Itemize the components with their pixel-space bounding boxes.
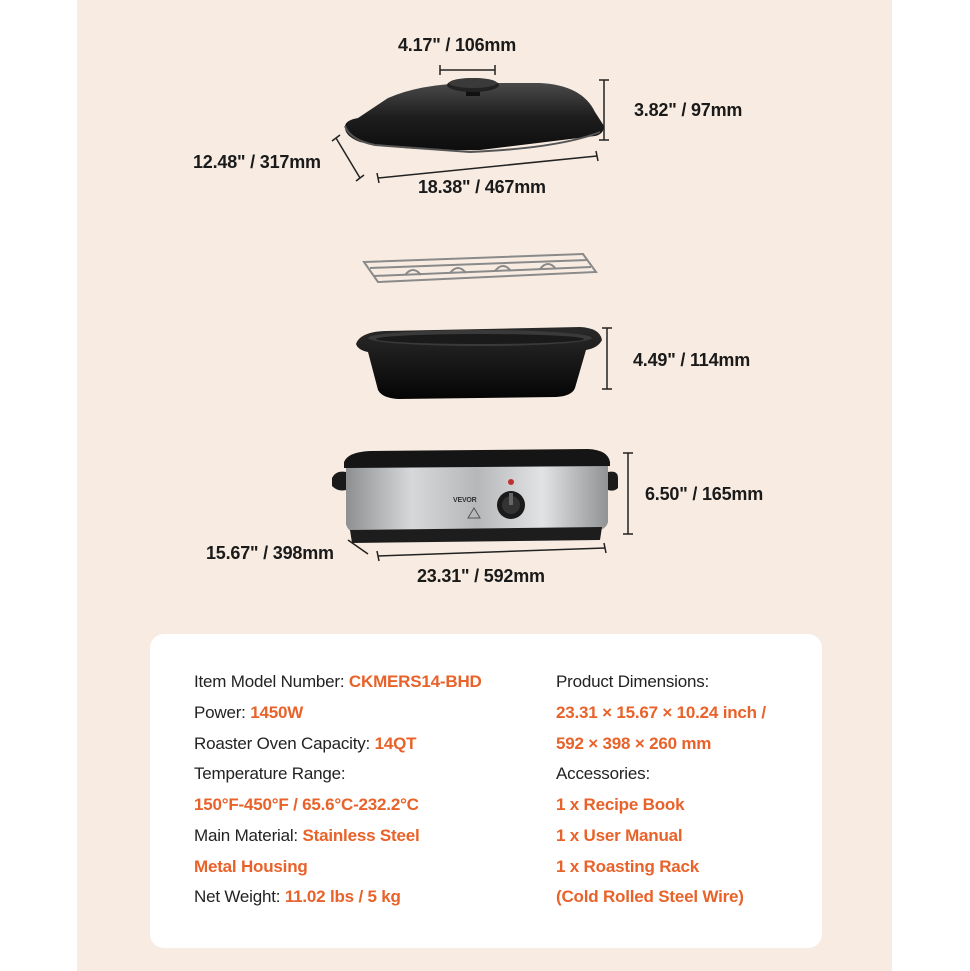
accessory-item: 1 x Recipe Book (556, 795, 685, 814)
lid-depth-label: 12.48" / 317mm (193, 152, 321, 172)
spec-power-value: 1450W (250, 703, 304, 722)
roasting-pan-illustration (356, 327, 602, 399)
spec-capacity-label: Roaster Oven Capacity: (194, 734, 375, 753)
spec-material (194, 826, 420, 846)
spec-dims-label: Product Dimensions: (556, 672, 710, 691)
accessory-item: (Cold Rolled Steel Wire) (556, 887, 744, 906)
spec-weight-value: 11.02 lbs / 5 kg (284, 887, 401, 906)
lid-illustration (345, 78, 604, 152)
spec-model (194, 672, 482, 692)
pan-height-label: 4.49" / 114mm (633, 350, 751, 370)
base-length-label: 23.31" / 592mm (417, 566, 545, 586)
spec-capacity-value: 14QT (374, 734, 417, 753)
spec-accessories-label: Accessories: (556, 764, 650, 783)
accessory-item: 1 x User Manual (556, 826, 683, 845)
lid-length-label: 18.38" / 467mm (418, 177, 546, 197)
spec-model-label: Item Model Number: (194, 672, 349, 691)
spec-dims-value-1: 23.31 × 15.67 × 10.24 inch / (556, 703, 766, 722)
spec-dims-value-2: 592 × 398 × 260 mm (556, 734, 712, 753)
lid-height-label: 3.82" / 97mm (634, 100, 743, 120)
spec-material-label: Main Material: (194, 826, 303, 845)
base-depth-label: 15.67" / 398mm (206, 543, 334, 563)
base-height-label: 6.50" / 165mm (645, 484, 764, 504)
spec-material-value-1: Stainless Steel (302, 826, 420, 845)
accessory-item: 1 x Roasting Rack (556, 857, 700, 876)
roaster-base-illustration (332, 449, 618, 543)
spec-power (194, 703, 303, 723)
spec-capacity (194, 734, 416, 754)
spec-weight (194, 887, 401, 907)
spec-temp-label: Temperature Range: (194, 764, 346, 783)
roasting-rack-illustration (364, 254, 596, 282)
knob-width-label: 4.17" / 106mm (398, 35, 517, 55)
spec-temp-value: 150°F-450°F / 65.6°C-232.2°C (194, 795, 419, 814)
brand-logo: VEVOR (453, 497, 477, 504)
spec-material-value-2: Metal Housing (194, 857, 308, 876)
spec-model-value: CKMERS14-BHD (348, 672, 482, 691)
spec-power-label: Power: (194, 703, 251, 722)
spec-weight-label: Net Weight: (194, 887, 285, 906)
